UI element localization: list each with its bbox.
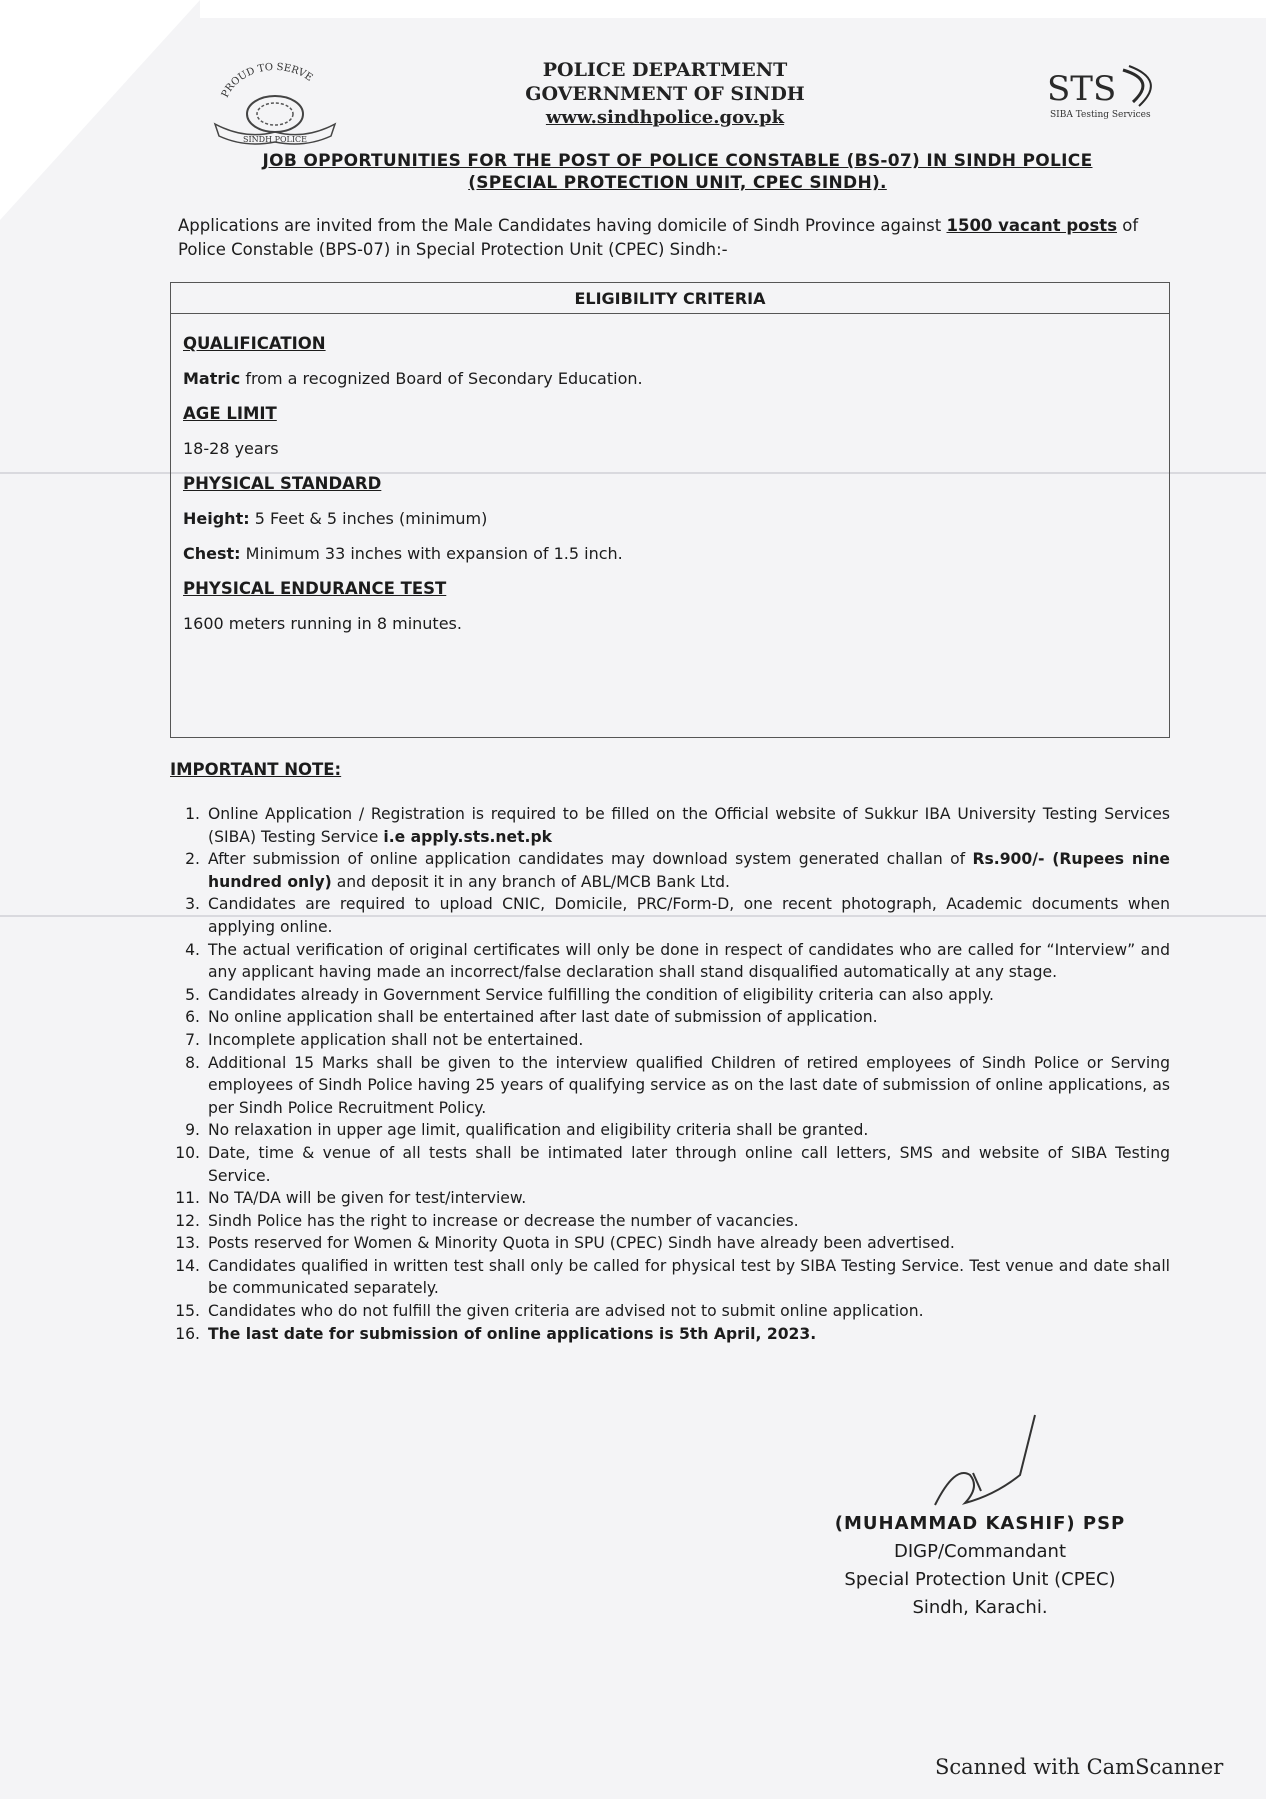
note-item (160, 1255, 1170, 1300)
endurance-test-text: 1600 meters running in 8 minutes. (183, 614, 462, 633)
chest-label: Chest: (183, 544, 241, 563)
note-text (208, 1006, 1170, 1029)
logo-motto: PROUD TO SERVE (219, 62, 315, 100)
intro-text-after: of Police Constable (BPS-07) in Special Protection Unit (CPEC) Sindh:- (178, 216, 1139, 259)
note-item (160, 1119, 1170, 1142)
note-number: 4. (185, 940, 200, 959)
note-text-plain: Date, time & venue of all tests shall be intimated later through online call letters, SMS and website of SIBA Testing Service. (208, 1143, 1170, 1185)
note-item (160, 1323, 1170, 1346)
qualification-rest: from a recognized Board of Secondary Education. (240, 369, 643, 388)
note-item (160, 803, 1170, 848)
note-text-plain: No online application shall be entertained after last date of submission of application. (208, 1008, 878, 1027)
page-top-edge (200, 0, 1266, 18)
eligibility-criteria-box (170, 282, 1170, 738)
note-item (160, 1142, 1170, 1187)
note-text (208, 1300, 1170, 1323)
important-notes-list (160, 803, 1170, 1345)
note-text (208, 1052, 1170, 1120)
note-text (208, 939, 1170, 984)
folded-corner (0, 0, 200, 220)
note-text-plain: Candidates are required to upload CNIC, Domicile, PRC/Form-D, one recent photograph, Academic documents when applying online. (208, 895, 1170, 936)
note-text-bold: Rs.900/- (Rupees nine hundred only) (208, 850, 1170, 891)
note-number: 2. (185, 850, 200, 869)
chest-value: Minimum 33 inches with expansion of 1.5 inch. (240, 544, 623, 563)
note-item (160, 1029, 1170, 1052)
note-item (160, 1187, 1170, 1210)
note-text (208, 1255, 1170, 1300)
job-title-line-2: (SPECIAL PROTECTION UNIT, CPEC SINDH). (468, 173, 887, 193)
note-text (208, 893, 1170, 938)
note-number: 16. (175, 1324, 200, 1343)
note-item (160, 1006, 1170, 1029)
note-item (160, 939, 1170, 984)
intro-paragraph (178, 214, 1178, 262)
note-text-plain: The actual verification of original certificates will only be done in respect of candidates who are called for “Interview” and any applicant having made an incorrect/false declaration shall stand disqualified automatically at any stage. (208, 940, 1170, 982)
chest-requirement (183, 544, 1157, 563)
intro-text-before: Applications are invited from the Male Candidates having domicile of Sindh Province against (178, 216, 947, 235)
note-number: 10. (175, 1143, 200, 1162)
note-text (208, 1232, 1170, 1255)
note-text (208, 803, 1170, 848)
note-text-plain: After submission of online application candidates may download system generated challan of (208, 850, 973, 869)
note-text-plain: Candidates already in Government Service fulfilling the condition of eligibility criteria can also apply. (208, 985, 994, 1004)
note-item (160, 848, 1170, 893)
note-item (160, 1300, 1170, 1323)
handwritten-signature (925, 1395, 1045, 1515)
note-number: 11. (175, 1189, 200, 1208)
signatory-name: (MUHAMMAD KASHIF) PSP (834, 1513, 1126, 1534)
note-text-plain: Sindh Police has the right to increase or decrease the number of vacancies. (208, 1211, 799, 1230)
note-number: 9. (185, 1121, 200, 1140)
note-text-bold: The last date for submission of online applications is 5th April, 2023. (208, 1324, 817, 1343)
note-text-plain: No TA/DA will be given for test/interview. (208, 1189, 527, 1208)
job-title (185, 150, 1170, 194)
government-name: GOVERNMENT OF SINDH (525, 83, 805, 105)
note-text-plain: Online Application / Registration is required to be filled on the Official website of Sukkur IBA University Testing Services (SIBA) Testing Service (208, 805, 1170, 846)
note-number: 6. (185, 1008, 200, 1027)
signatory-designation: DIGP/Commandant (893, 1541, 1067, 1562)
camscanner-watermark: Scanned with CamScanner (935, 1755, 1224, 1779)
note-number: 14. (175, 1256, 200, 1275)
note-text (208, 1187, 1170, 1210)
sts-logo-text: STS (1047, 69, 1117, 109)
logo-banner-text: SINDH POLICE (243, 135, 307, 144)
height-requirement (183, 509, 1157, 528)
signatory-unit: Special Protection Unit (CPEC) (844, 1569, 1116, 1590)
eligibility-heading: ELIGIBILITY CRITERIA (171, 283, 1169, 314)
department-name: POLICE DEPARTMENT (542, 59, 788, 81)
note-item (160, 984, 1170, 1007)
qualification-bold: Matric (183, 369, 241, 388)
note-text-plain: Additional 15 Marks shall be given to the interview qualified Children of retired employees of Sindh Police or Serving employees of Sindh Police having 25 years of qualifying service as on the last date of submission of online applications, as per Sindh Police Recruitment Policy. (208, 1053, 1170, 1117)
intro-vacancy-count: 1500 vacant posts (946, 216, 1118, 235)
signature-block (800, 1510, 1160, 1622)
note-item (160, 1210, 1170, 1233)
note-text (208, 1210, 1170, 1233)
height-label: Height: (183, 509, 250, 528)
age-limit-heading: AGE LIMIT (183, 404, 277, 423)
qualification-text (183, 369, 1157, 388)
note-item (160, 893, 1170, 938)
note-text (208, 1323, 1170, 1346)
endurance-test-heading: PHYSICAL ENDURANCE TEST (183, 579, 447, 598)
header (440, 58, 890, 130)
note-text (208, 984, 1170, 1007)
note-text-after: and deposit it in any branch of ABL/MCB Bank Ltd. (331, 872, 730, 891)
qualification-heading: QUALIFICATION (183, 334, 326, 353)
age-limit-text: 18-28 years (183, 439, 279, 458)
note-text-bold: i.e apply.sts.net.pk (383, 827, 553, 846)
note-number: 7. (185, 1030, 200, 1049)
note-text (208, 1029, 1170, 1052)
important-note-heading: IMPORTANT NOTE: (170, 760, 342, 779)
sts-caption: SIBA Testing Services (1050, 110, 1151, 120)
note-number: 8. (185, 1053, 200, 1072)
note-text-plain: Candidates who do not fulfill the given criteria are advised not to submit online application. (208, 1302, 924, 1321)
sindh-police-logo-icon (205, 62, 345, 146)
note-text-plain: Candidates qualified in written test shall only be called for physical test by SIBA Testing Service. Test venue and date shall be communicated separately. (208, 1256, 1170, 1298)
svg-text:PROUD TO SERVE (220, 62, 315, 100)
note-text-plain: No relaxation in upper age limit, qualification and eligibility criteria shall be granted. (208, 1121, 869, 1140)
note-text (208, 1142, 1170, 1187)
note-text-plain: Posts reserved for Women & Minority Quota in SPU (CPEC) Sindh have already been advertised. (208, 1234, 955, 1253)
note-number: 12. (175, 1211, 200, 1230)
note-number: 13. (175, 1234, 200, 1253)
note-text-plain: Incomplete application shall not be entertained. (208, 1030, 584, 1049)
note-item (160, 1052, 1170, 1120)
job-title-line-1: JOB OPPORTUNITIES FOR THE POST OF POLICE CONSTABLE (BS-07) IN SINDH POLICE (262, 151, 1093, 171)
height-value: 5 Feet & 5 inches (minimum) (249, 509, 488, 528)
note-text (208, 848, 1170, 893)
website-link[interactable]: www.sindhpolice.gov.pk (545, 107, 785, 128)
signatory-location: Sindh, Karachi. (912, 1597, 1048, 1618)
note-number: 1. (185, 805, 200, 823)
note-number: 3. (185, 895, 200, 914)
note-item (160, 1232, 1170, 1255)
note-number: 15. (175, 1302, 200, 1321)
sts-logo-icon (1045, 58, 1165, 118)
note-text (208, 1119, 1170, 1142)
physical-standard-heading: PHYSICAL STANDARD (183, 474, 382, 493)
note-number: 5. (185, 985, 200, 1004)
